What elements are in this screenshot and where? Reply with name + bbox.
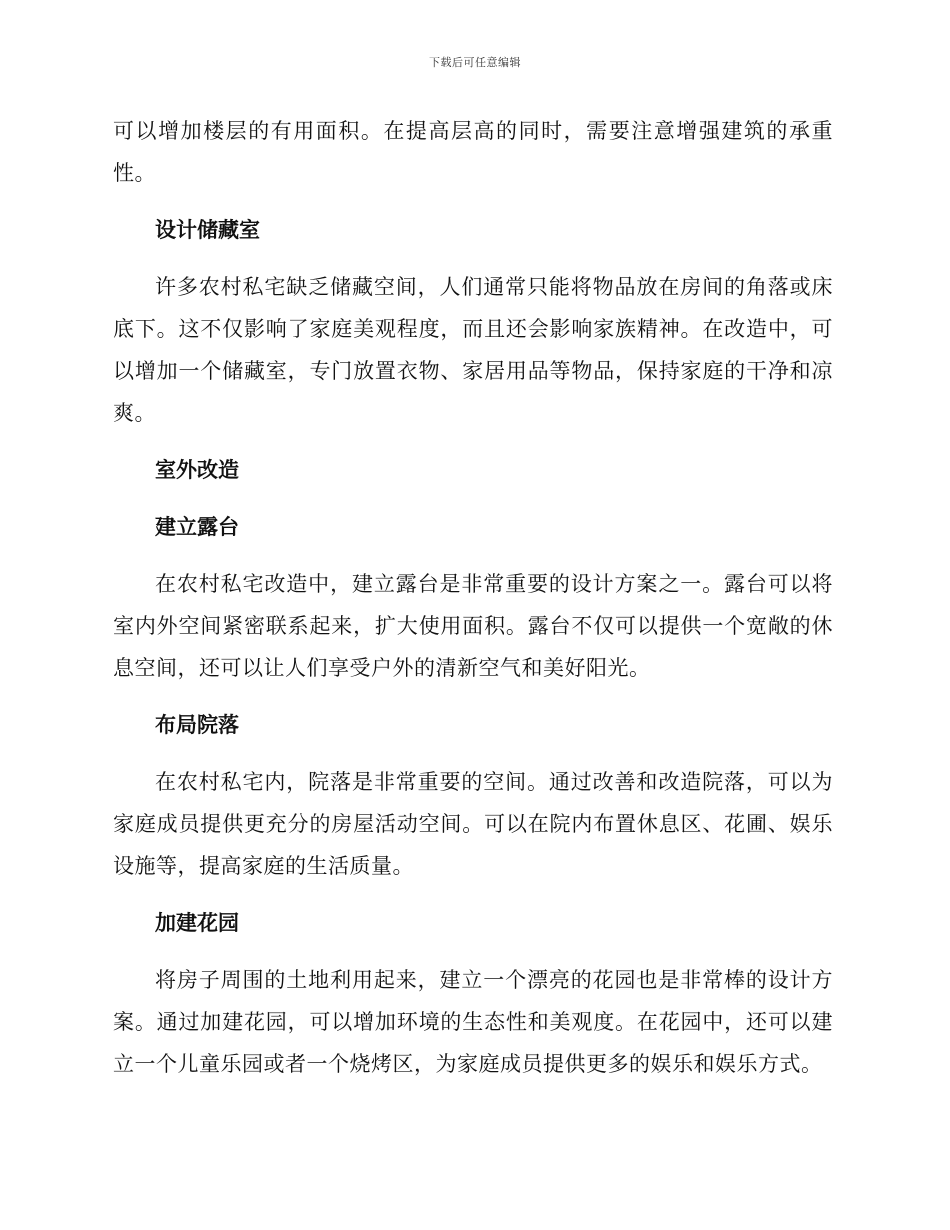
paragraph-courtyard: 在农村私宅内，院落是非常重要的空间。通过改善和改造院落，可以为家庭成员提供更充分的房屋活动空间。可以在院内布置休息区、花圃、娱乐设施等，提高家庭的生活质量。 (113, 770, 833, 878)
paragraph-storage-room: 许多农村私宅缺乏储藏空间，人们通常只能将物品放在房间的角落或床底下。这不仅影响了家庭美观程度，而且还会影响家族精神。在改造中，可以增加一个储藏室，专门放置衣物、家居用品等物品，保持家庭的干净和凉爽。 (113, 275, 833, 425)
heading-garden: 加建花园 (155, 911, 239, 935)
heading-courtyard: 布局院落 (155, 713, 239, 737)
paragraph-garden: 将房子周围的土地利用起来，建立一个漂亮的花园也是非常棒的设计方案。通过加建花园，可以增加环境的生态性和美观度。在花园中，还可以建立一个儿童乐园或者一个烧烤区，为家庭成员提供更多的娱乐和娱乐方式。 (113, 968, 833, 1076)
heading-outdoor-renovation: 室外改造 (155, 458, 239, 482)
heading-terrace: 建立露台 (155, 515, 239, 539)
paragraph-terrace: 在农村私宅改造中，建立露台是非常重要的设计方案之一。露台可以将室内外空间紧密联系起来，扩大使用面积。露台不仅可以提供一个宽敞的休息空间，还可以让人们享受户外的清新空气和美好阳光。 (113, 572, 833, 680)
page-header: 下载后可任意编辑 (429, 56, 521, 69)
paragraph-continued: 可以增加楼层的有用面积。在提高层高的同时，需要注意增强建筑的承重性。 (113, 119, 833, 185)
document-body (113, 110, 833, 1085)
heading-storage-room: 设计储藏室 (155, 218, 260, 242)
